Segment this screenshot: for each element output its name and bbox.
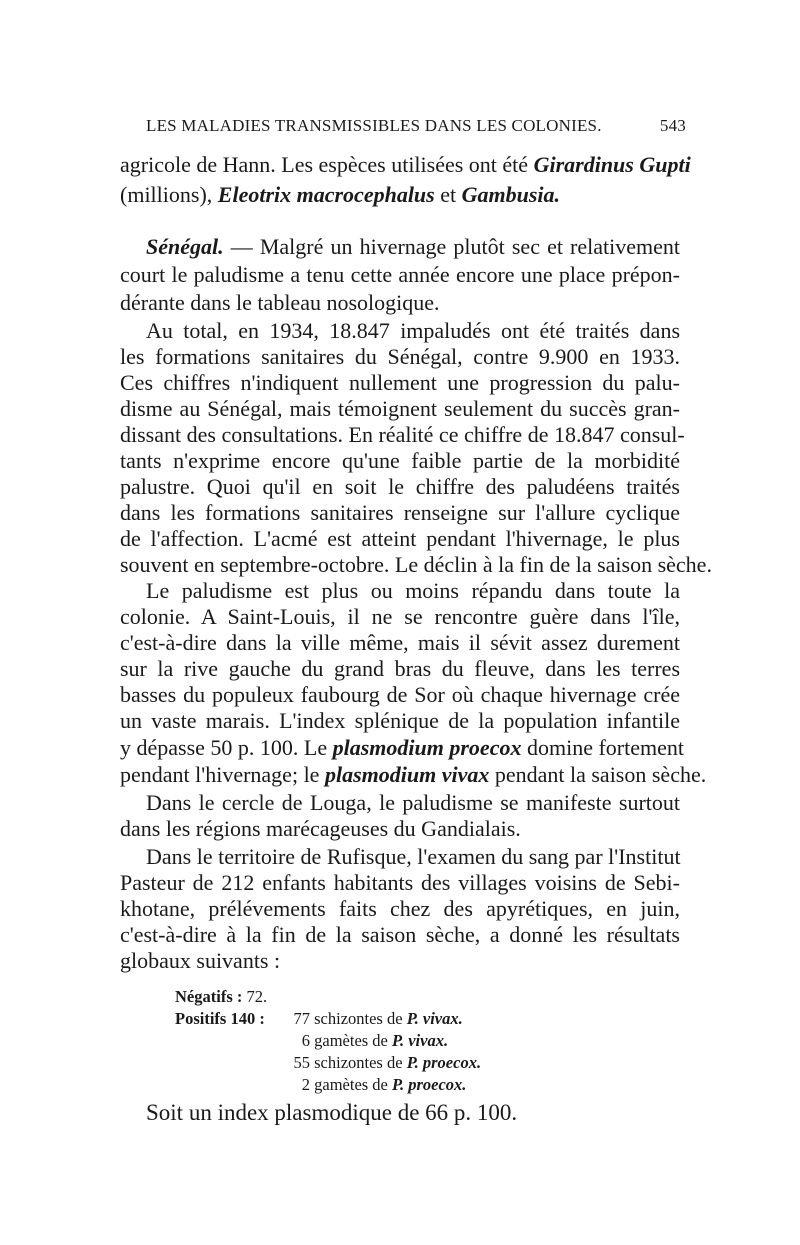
paragraph-line: agricole de Hann. Les espèces utilisées ont été Girardinus Gupti — [120, 152, 691, 177]
paragraph-line: basses du populeux faubourg de Sor où chaque hivernage crée — [120, 682, 680, 707]
running-title: LES MALADIES TRANSMISSIBLES DANS LES COLONIES. — [146, 116, 602, 135]
paragraph-line: Sénégal. — Malgré un hivernage plutôt sec et relativement — [146, 234, 680, 259]
species-name: Gambusia. — [461, 182, 561, 207]
paragraph-line: Pasteur de 212 enfants habitants des villages voisins de Sebi- — [120, 870, 680, 895]
paragraph-line: c'est-à-dire dans la ville même, mais il sévit assez durement — [120, 630, 680, 655]
paragraph-line: un vaste marais. L'index splénique de la population infantile — [120, 708, 680, 733]
paragraph-line: colonie. A Saint-Louis, il ne se rencontre guère dans l'île, — [120, 604, 680, 629]
paragraph-line: sur la rive gauche du grand bras du fleuve, dans les terres — [120, 656, 680, 681]
paragraph-line: khotane, prélévements faits chez des apyrétiques, en juin, — [120, 896, 680, 921]
paragraph-line: dans les régions marécageuses du Gandialais. — [120, 816, 521, 841]
page-number: 543 — [659, 116, 686, 135]
paragraph-line: souvent en septembre-octobre. Le déclin à la fin de la saison sèche. — [120, 552, 712, 577]
results-negatives: Négatifs : 72. — [175, 987, 268, 1006]
paragraph-line: Le paludisme est plus ou moins répandu dans toute la — [146, 578, 680, 603]
paragraph-line: c'est-à-dire à la fin de la saison sèche, a donné les résultats — [120, 922, 680, 947]
paragraph-line: pendant l'hivernage; le plasmodium vivax pendant la saison sèche. — [120, 762, 707, 787]
paragraph-line: (millions), Eleotrix macrocephalus et Gambusia. — [120, 182, 561, 207]
paragraph-line: Au total, en 1934, 18.847 impaludés ont été traités dans — [146, 318, 680, 343]
result-row: 77 schizontes de P. vivax. — [293, 1009, 463, 1028]
paragraph-line: globaux suivants : — [120, 948, 281, 973]
result-row: 6 gamètes de P. vivax. — [301, 1031, 449, 1050]
paragraph-line: disme au Sénégal, mais témoignent seulement du succès gran- — [120, 396, 680, 421]
species-name: Eleotrix macrocephalus — [217, 182, 435, 207]
result-row: 55 schizontes de P. proecox. — [293, 1053, 482, 1072]
species-name: plasmodium proecox — [332, 735, 522, 760]
paragraph-line: dans les formations sanitaires renseigne sur l'allure cyclique — [120, 500, 680, 525]
species-name: Girardinus Gupti — [533, 152, 691, 177]
paragraph-line: de l'affection. L'acmé est atteint pendant l'hivernage, le plus — [120, 526, 680, 551]
paragraph-line: dérante dans le tableau nosologique. — [120, 290, 440, 315]
section-heading: Sénégal. — [146, 234, 224, 259]
results-positives-label: Positifs 140 : — [175, 1009, 265, 1028]
paragraph-line: Ces chiffres n'indiquent nullement une progression du palu- — [120, 370, 680, 395]
paragraph-line: palustre. Quoi qu'il en soit le chiffre des paludéens traités — [120, 474, 680, 499]
paragraph-line: y dépasse 50 p. 100. Le plasmodium proecox domine fortement — [120, 735, 684, 760]
species-name: plasmodium vivax — [324, 762, 490, 787]
result-row: 2 gamètes de P. proecox. — [301, 1075, 467, 1094]
paragraph-line: dissant des consultations. En réalité ce chiffre de 18.847 consul- — [120, 422, 685, 447]
paragraph-line: tants n'exprime encore qu'une faible partie de la morbidité — [120, 448, 680, 473]
paragraph-line: Dans le territoire de Rufisque, l'examen du sang par l'Institut — [146, 844, 681, 869]
conclusion-line: Soit un index plasmodique de 66 p. 100. — [146, 1100, 518, 1125]
paragraph-line: court le paludisme a tenu cette année encore une place prépon- — [120, 262, 680, 287]
paragraph-line: les formations sanitaires du Sénégal, contre 9.900 en 1933. — [120, 344, 680, 369]
running-header — [146, 116, 686, 140]
paragraph-line: Dans le cercle de Louga, le paludisme se manifeste surtout — [146, 790, 680, 815]
